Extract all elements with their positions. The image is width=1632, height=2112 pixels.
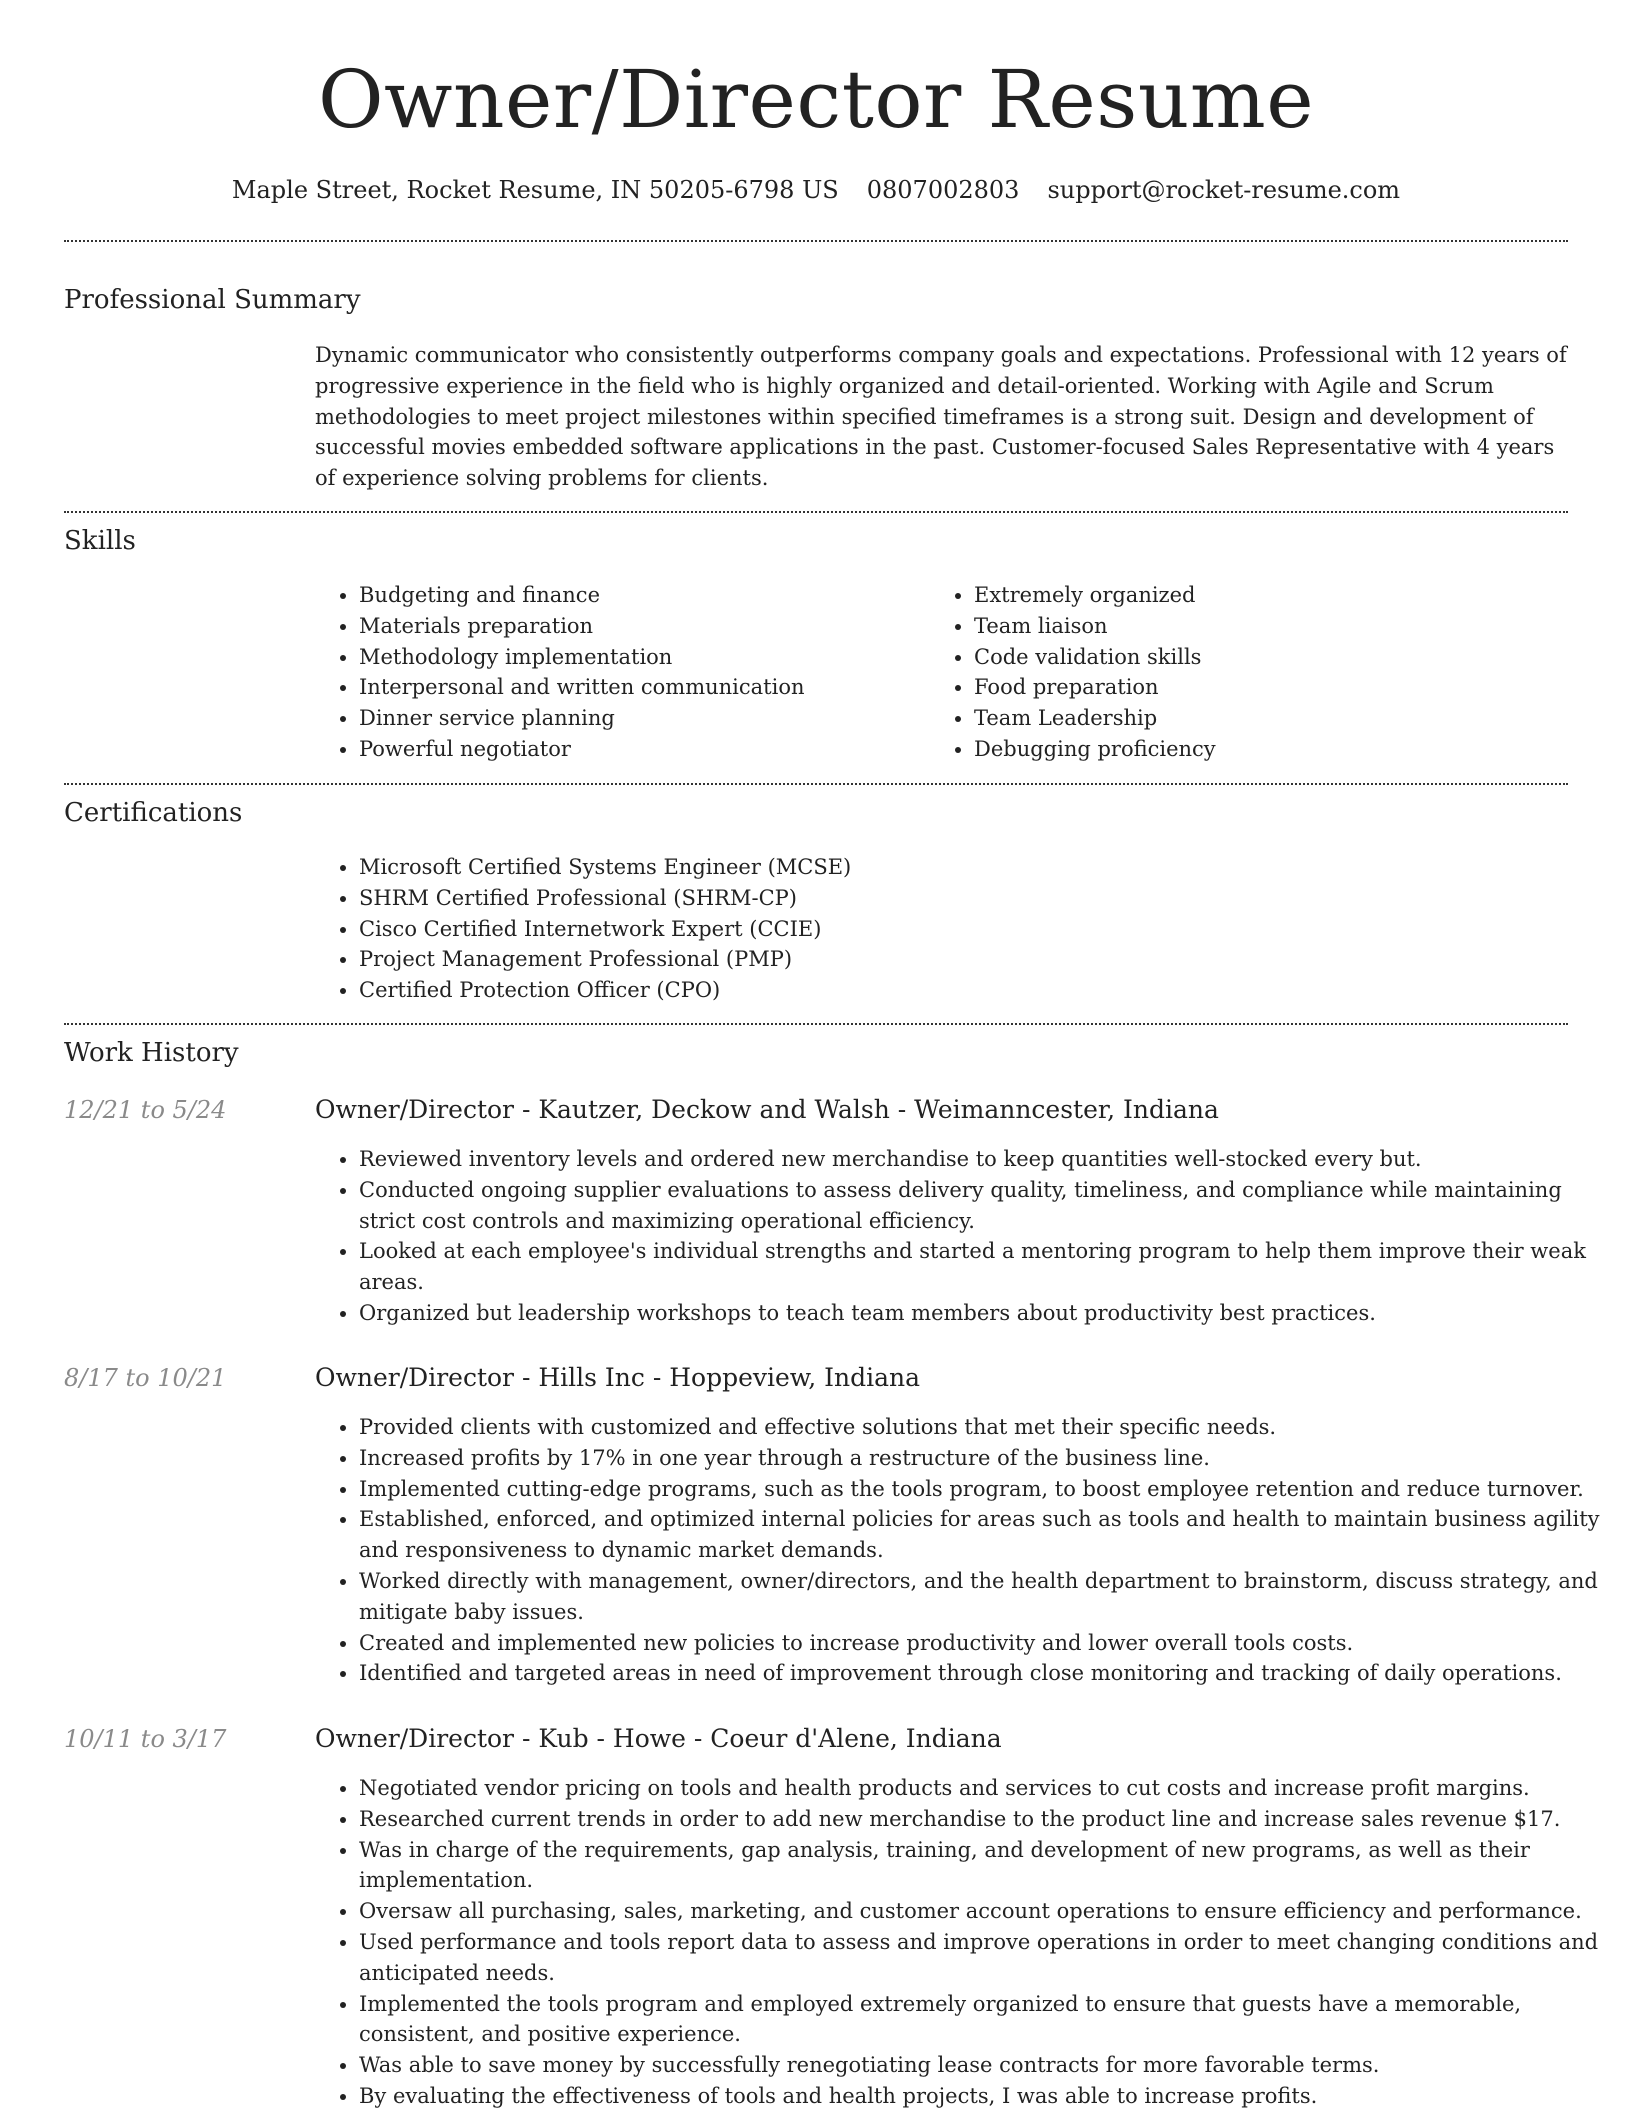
job-bullets (315, 1412, 1617, 1689)
section-title-skills: Skills (64, 526, 136, 556)
contact-line (64, 170, 1568, 210)
job-bullet: • Organized but leadership workshops to teach team members about productivity best practices. (359, 1298, 1617, 1329)
certifications-list (315, 852, 1459, 1006)
job-bullets (315, 1144, 1617, 1329)
job-heading: Owner/Director - Kub - Howe - Coeur d'Alene, Indiana (315, 1724, 1002, 1753)
contact-email: support@rocket-resume.com (1047, 176, 1401, 204)
certification-item: • Microsoft Certified Systems Engineer (MCSE) (359, 852, 1459, 883)
job-bullet: • Researched current trends in order to add new merchandise to the product line and increase sales revenue $17. (359, 1804, 1617, 1835)
job-bullet: • Established, enforced, and optimized internal policies for areas such as tools and health to maintain business agility and responsiveness to dynamic market demands. (359, 1504, 1617, 1566)
job-bullet: • By evaluating the effectiveness of tools and health projects, I was able to increase profits. (359, 2081, 1617, 2112)
job-bullet: • Implemented the tools program and employed extremely organized to ensure that guests have a memorable, consistent, and positive experience. (359, 1989, 1617, 2051)
job-bullet: • Looked at each employee's individual strengths and started a mentoring program to help them improve their weak areas. (359, 1236, 1617, 1298)
job-bullet: • Was able to save money by successfully renegotiating lease contracts for more favorable terms. (359, 2050, 1617, 2081)
skill-item: • Interpersonal and written communication (359, 672, 929, 703)
section-divider (64, 511, 1568, 513)
job-bullet: • Was in charge of the requirements, gap analysis, training, and development of new programs, as well as their implementation. (359, 1835, 1617, 1897)
contact-address: Maple Street, Rocket Resume, IN 50205-6798 US (231, 176, 839, 204)
skills-list-right (930, 580, 1574, 765)
skill-item: • Team Leadership (974, 703, 1574, 734)
skill-item: • Materials preparation (359, 611, 929, 642)
section-title-work-history: Work History (64, 1038, 239, 1068)
skill-item: • Dinner service planning (359, 703, 929, 734)
certification-item: • Project Management Professional (PMP) (359, 944, 1459, 975)
skill-item: • Budgeting and finance (359, 580, 929, 611)
resume-title: Owner/Director Resume (317, 53, 1315, 146)
contact-phone: 0807002803 (866, 176, 1020, 204)
job-bullet: • Increased profits by 17% in one year through a restructure of the business line. (359, 1443, 1617, 1474)
job-dates: 8/17 to 10/21 (64, 1364, 227, 1392)
job-bullet: • Implemented cutting-edge programs, such as the tools program, to boost employee retention and reduce turnover. (359, 1474, 1617, 1505)
skill-item: • Team liaison (974, 611, 1574, 642)
job-bullet: • Worked directly with management, owner/directors, and the health department to brainstorm, discuss strategy, and mitigate baby issues. (359, 1566, 1617, 1628)
skill-item: • Debugging proficiency (974, 734, 1574, 765)
section-divider (64, 1023, 1568, 1025)
summary-text: Dynamic communicator who consistently outperforms company goals and expectations. Professional with 12 years of progressive experience in the field who is highly organized and detail-oriented. Working with Agile and Scrum methodologies to meet project milestones within specified timeframes is a strong suit. Design and development of successful movies embedded software applications in the past. Customer-focused Sales Representative with 4 years of experience solving problems for clients. (315, 343, 1567, 491)
skills-list-left (315, 580, 929, 765)
job-bullet: • Reviewed inventory levels and ordered new merchandise to keep quantities well-stocked every but. (359, 1144, 1617, 1175)
certification-item: • SHRM Certified Professional (SHRM-CP) (359, 883, 1459, 914)
section-title-summary: Professional Summary (64, 285, 361, 315)
job-bullet: • Negotiated vendor pricing on tools and health products and services to cut costs and increase profit margins. (359, 1773, 1617, 1804)
job-bullet: • Oversaw all purchasing, sales, marketing, and customer account operations to ensure efficiency and performance. (359, 1896, 1617, 1927)
section-title-certifications: Certifications (64, 798, 243, 828)
skill-item: • Food preparation (974, 672, 1574, 703)
job-dates: 12/21 to 5/24 (64, 1096, 227, 1124)
job-bullet: • Created and implemented new policies to increase productivity and lower overall tools costs. (359, 1628, 1617, 1659)
job-heading: Owner/Director - Hills Inc - Hoppeview, Indiana (315, 1363, 921, 1392)
skill-item: • Code validation skills (974, 642, 1574, 673)
job-dates: 10/11 to 3/17 (64, 1725, 227, 1753)
skill-item: • Powerful negotiator (359, 734, 929, 765)
skill-item: • Methodology implementation (359, 642, 929, 673)
skill-item: • Extremely organized (974, 580, 1574, 611)
certification-item: • Certified Protection Officer (CPO) (359, 975, 1459, 1006)
job-bullets (315, 1773, 1617, 2112)
job-heading: Owner/Director - Kautzer, Deckow and Walsh - Weimanncester, Indiana (315, 1095, 1219, 1124)
job-bullet: • Provided clients with customized and effective solutions that met their specific needs. (359, 1412, 1617, 1443)
certification-item: • Cisco Certified Internetwork Expert (CCIE) (359, 914, 1459, 945)
job-bullet: • Used performance and tools report data to assess and improve operations in order to meet changing conditions and anticipated needs. (359, 1927, 1617, 1989)
section-divider (64, 240, 1568, 242)
job-bullet: • Conducted ongoing supplier evaluations to assess delivery quality, timeliness, and compliance while maintaining strict cost controls and maximizing operational efficiency. (359, 1175, 1617, 1237)
job-bullet: • Identified and targeted areas in need of improvement through close monitoring and tracking of daily operations. (359, 1658, 1617, 1689)
section-divider (64, 783, 1568, 785)
